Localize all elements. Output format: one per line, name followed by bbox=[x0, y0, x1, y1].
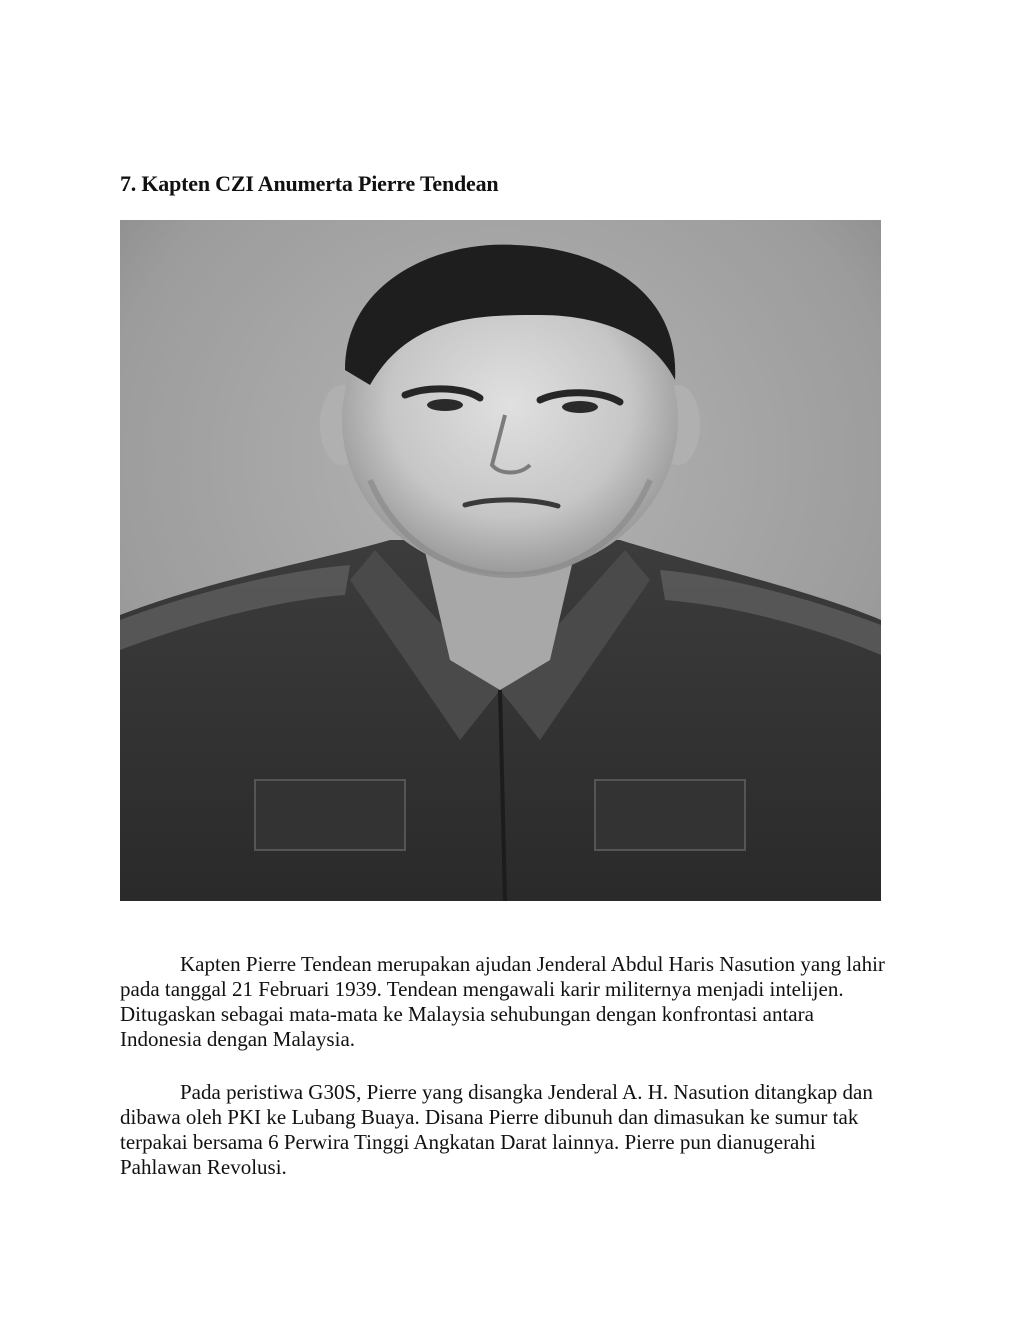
paragraph-1: Kapten Pierre Tendean merupakan ajudan Jenderal Abdul Haris Nasution yang lahir pada tanggal 21 Februari 1939. Tendean mengawali karir militernya menjadi intelijen. Ditugaskan sebagai mata-mata ke Malaysia sehubungan dengan konfrontasi antara Indonesia dengan Malaysia. bbox=[120, 952, 885, 1051]
portrait-photo bbox=[120, 220, 881, 901]
section-heading: 7. Kapten CZI Anumerta Pierre Tendean bbox=[120, 171, 499, 196]
paragraph-2: Pada peristiwa G30S, Pierre yang disangka Jenderal A. H. Nasution ditangkap dan dibawa oleh PKI ke Lubang Buaya. Disana Pierre dibunuh dan dimasukan ke sumur tak terpakai bersama 6 Perwira Tinggi Angkatan Darat lainnya. Pierre pun dianugerahi Pahlawan Revolusi. bbox=[120, 1080, 873, 1179]
